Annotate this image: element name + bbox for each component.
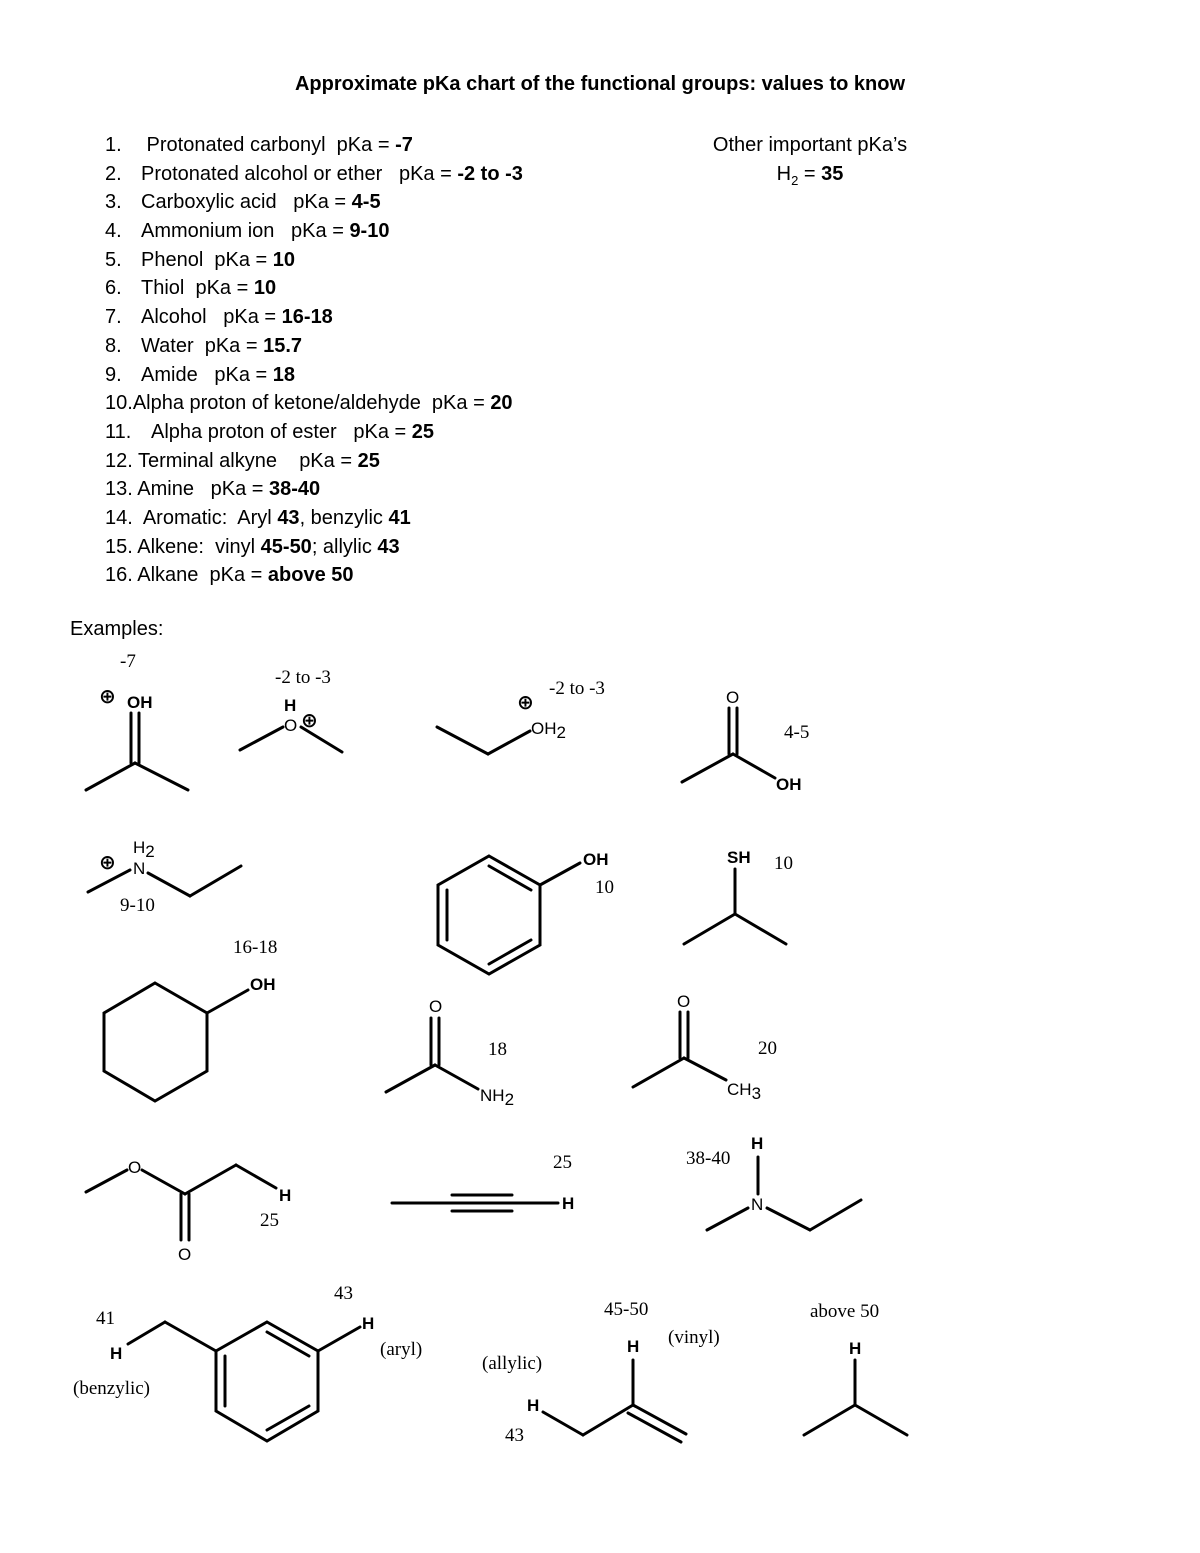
atom-label: H [284,696,297,715]
pka-label: 45-50 [604,1299,649,1320]
atom-label: H2 [133,838,155,861]
atom-label: H [562,1194,575,1213]
pka-label: 25 [553,1152,572,1173]
pka-label: 9-10 [120,895,155,916]
atom-label: OH [583,850,609,869]
list-value: 9-10 [349,220,390,243]
atom-label: N [133,859,146,878]
list-label: Protonated alcohol or ether pKa = [141,162,458,185]
list-label: Phenol pKa = [141,248,273,271]
list-number: 9. [105,363,122,386]
pka-label: -2 to -3 [275,667,331,688]
amide-structure [386,1018,478,1092]
list-label: Carboxylic acid pKa = [141,191,352,214]
aromatic-structure [128,1322,360,1441]
pka-label: -7 [120,651,136,672]
list-number: 2. [105,162,122,185]
list-number: 4. [105,220,122,243]
atom-label: H [627,1337,640,1356]
alkane-structure [804,1360,907,1435]
other-pka-heading: Other important pKa’s [712,134,908,156]
atom-label: OH [250,975,276,994]
pka-label: 43 [505,1425,524,1446]
list-number: 14. [105,506,133,529]
atom-label: O [128,1158,142,1177]
list-value: above 50 [267,564,354,587]
vinyl-label: (vinyl) [668,1327,720,1348]
atom-label: O [429,997,443,1016]
list-value: 10 [253,277,277,300]
atom-label: O [284,716,298,735]
atom-label: H [279,1186,292,1205]
phenol-structure [438,856,580,974]
atom-label: O [726,688,740,707]
list-value: 43 [377,535,400,558]
pka-label: above 50 [810,1301,880,1322]
list-label: Alkene: vinyl [137,535,261,558]
list-number: 8. [105,334,122,357]
h2-label: H [776,162,792,185]
list-number: 15. [105,535,133,558]
thiol-structure [684,869,786,944]
positive-charge-icon: ⊕ [99,850,116,874]
list-label: Ammonium ion pKa = [141,220,350,243]
examples-heading: Examples: [70,618,164,640]
list-label: Aromatic: Aryl [138,506,278,529]
list-number: 11. [105,420,132,443]
list-number: 6. [105,277,122,300]
list-label: Terminal alkyne pKa = [138,449,358,472]
list-number: 13. [105,478,133,501]
atom-label: H [362,1314,375,1333]
list-value: 16-18 [281,306,333,329]
list-label: ; allylic [311,535,378,558]
aryl-label: (aryl) [380,1339,423,1360]
list-value: -2 to -3 [457,162,523,185]
h2-pka-value: 35 [821,162,844,185]
list-value: 20 [490,392,513,415]
list-value: 15.7 [263,334,303,357]
page-title: Approximate pKa chart of the functional groups: values to know [294,73,906,95]
pka-label: 41 [96,1308,115,1329]
list-label: Alcohol pKa = [141,306,282,329]
atom-label: H [527,1396,540,1415]
positive-charge-icon: ⊕ [517,690,534,714]
list-label: Thiol pKa = [141,277,254,300]
list-label: , benzylic [299,506,389,529]
h2-subscript: 2 [791,172,799,188]
list-number: 7. [105,306,122,329]
pka-label: 20 [758,1038,777,1059]
atom-label: N [751,1195,764,1214]
atom-label: H [849,1339,862,1358]
alkyne-structure [392,1195,558,1211]
list-value: 43 [277,506,300,529]
list-number: 12. [105,449,133,472]
pka-label: 25 [260,1210,279,1231]
list-value: 41 [388,506,411,529]
list-value: 10 [272,248,296,271]
list-number: 3. [105,191,122,214]
pka-label: 43 [334,1283,353,1304]
positive-charge-icon: ⊕ [99,684,116,708]
ester-structure [86,1165,276,1240]
pka-label: 18 [488,1039,507,1060]
pka-label: 10 [774,853,793,874]
pka-label: 16-18 [233,937,278,958]
atom-label: O [677,992,691,1011]
h2-equals: = [798,162,822,185]
protonated-alcohol-structure [437,727,530,754]
atom-label: OH [127,693,153,712]
list-number: 5. [105,248,122,271]
list-value: 25 [411,420,434,443]
list-value: 38-40 [269,478,321,501]
list-label: Alpha proton of ketone/aldehyde pKa = [132,392,491,415]
list-value: -7 [395,134,413,156]
list-label: Alpha proton of ester pKa = [141,420,412,443]
ketone-structure [633,1012,726,1087]
list-label: Amine pKa = [137,478,270,501]
atom-label: SH [727,848,751,867]
list-number: 1. [105,134,122,156]
list-label: Alkane pKa = [137,564,268,587]
list-number: 16. [105,564,133,587]
atom-label: NH2 [480,1086,515,1109]
list-value: 4-5 [351,191,381,214]
list-value: 18 [272,363,295,386]
protonated-carbonyl-structure [86,713,188,790]
pka-label: 10 [595,877,614,898]
positive-charge-icon: ⊕ [301,708,318,732]
list-label: Water pKa = [141,334,264,357]
atom-label: OH [776,775,802,794]
list-value: 45-50 [260,535,312,558]
list-label: Amide pKa = [141,363,273,386]
alkene-structure [543,1360,686,1442]
carboxylic-acid-structure [682,708,775,782]
pka-label: -2 to -3 [549,678,605,699]
atom-label: H [110,1344,123,1363]
list-value: 25 [357,449,380,472]
atom-label: OH2 [531,719,566,742]
pka-label: 38-40 [686,1148,731,1169]
list-number: 10. [105,392,133,415]
list-label: Protonated carbonyl pKa = [141,134,396,156]
atom-label: H [751,1134,764,1153]
benzylic-label: (benzylic) [73,1378,151,1399]
atom-label: O [178,1245,192,1264]
atom-label: CH3 [727,1080,762,1103]
pka-label: 4-5 [784,722,810,743]
cyclohexanol-structure [104,983,248,1101]
allylic-label: (allylic) [482,1353,543,1374]
